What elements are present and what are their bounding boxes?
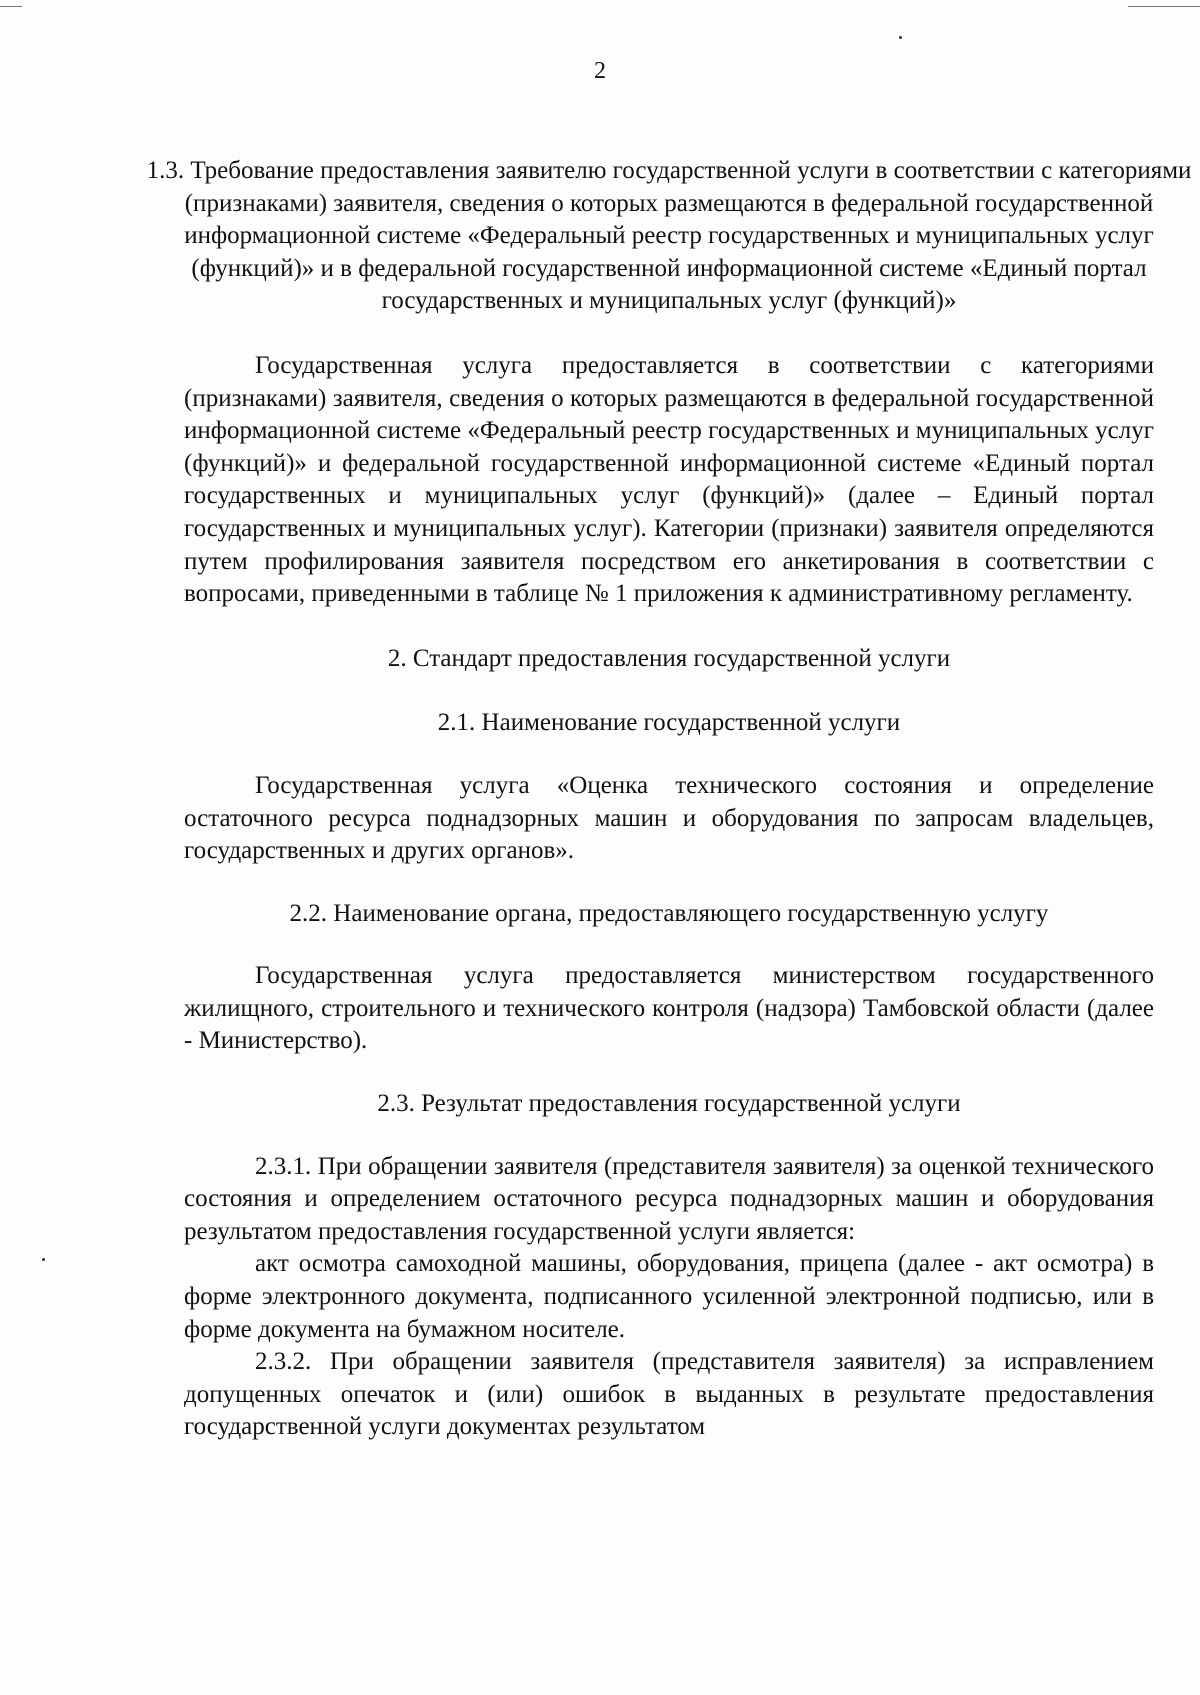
scan-edge-mark [1128,6,1200,7]
section-heading-2: 2. Стандарт предоставления государственной услуги [387,644,951,672]
section-body-2-2: Государственная услуга предоставляется министерством государственного жилищного, строительного и технического контроля (надзора) Тамбовской области (далее - Министерство). [184,962,1154,1055]
section-heading-2-3: 2.3. Результат предоставления государственной услуги [377,1090,961,1118]
section-heading-2-1: 2.1. Наименование государственной услуги [437,709,901,737]
document-body [146,155,1192,1444]
section-body-1-3: Государственная услуга предоставляется в соответствии с категориями (признаками) заявителя, сведения о которых размещаются в федеральной государственной информационной системе «Федеральный реестр государственных и муниципальных услуг (функций)» и федеральной государственной информационной системе «Единый портал государственных и муниципальных услуг (функций)» (далее – Единый портал государственных и муниципальных услуг). Категории (признаки) заявителя определяются путем профилирования заявителя посредством его анкетирования в соответствии с вопросами, приведенными в таблице № 1 приложения к административному регламенту. [184,351,1154,608]
scan-speck [42,1258,45,1261]
section-body-2-1: Государственная услуга «Оценка технического состояния и определение остаточного ресурса поднадзорных машин и оборудования по запросам владельцев, государственных и других органов». [184,771,1154,865]
page-number: 2 [594,58,606,84]
section-body-2-3-1: 2.3.1. При обращении заявителя (представителя заявителя) за оценкой технического состояния и определением остаточного ресурса поднадзорных машин и оборудования результатом предоставления государственной услуги является: [184,1152,1154,1245]
scan-speck [899,36,902,39]
scan-edge-mark [0,6,22,7]
section-body-2-3-1-result: акт осмотра самоходной машины, оборудования, прицепа (далее - акт осмотра) в форме электронного документа, подписанного усиленной электронной подписью, или в форме документа на бумажном носителе. [184,1250,1154,1343]
section-body-2-3-2: 2.3.2. При обращении заявителя (представителя заявителя) за исправлением допущенных опечаток и (или) ошибок в выданных в результате предоставления государственной услуги документах результатом [184,1348,1154,1441]
section-heading-1-3: 1.3. Требование предоставления заявителю государственной услуги в соответствии с категориями (признаками) заявителя, сведения о которых размещаются в федеральной государственной информационной системе «Федеральный реестр государственных и муниципальных услуг (функций)» и в федеральной государственной информационной системе «Единый портал государственных и муниципальных услуг (функций)» [146,157,1192,315]
section-heading-2-2: 2.2. Наименование органа, предоставляющего государственную услугу [289,899,1049,927]
